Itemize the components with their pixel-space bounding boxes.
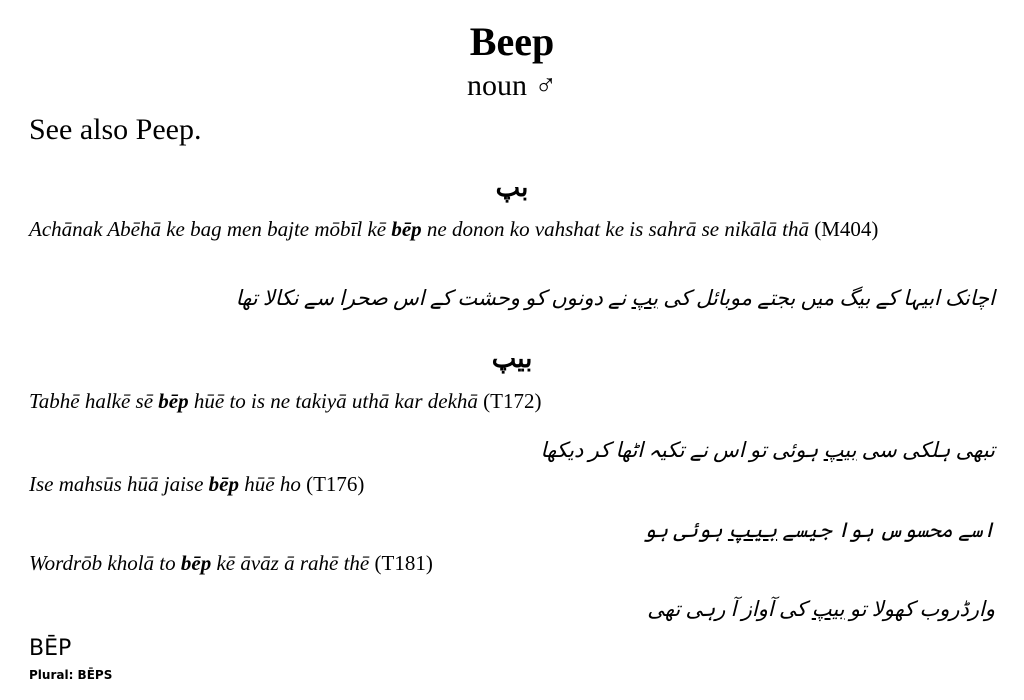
headword: Beep [469, 19, 555, 64]
example-text: Tabhē halkē sē [29, 389, 159, 413]
example-text: Wordrōb kholā to [29, 551, 181, 575]
urdu-text: اچانک ابیہا کے بیگ میں بجتے موبائل کی [657, 286, 995, 310]
plural-label: Plural: BĒPS [29, 668, 113, 682]
example-text: ne donon ko vahshat ke is sahrā se nikālā thā [421, 217, 809, 241]
urdu-keyword: بپ [631, 286, 658, 310]
urdu-text: وارڈروب کھولا تو [844, 597, 995, 621]
male-gender-icon: ♂ [534, 69, 557, 102]
source-reference: (T176) [306, 472, 365, 496]
transliteration-example-4 [29, 550, 999, 576]
script-heading-1: بپ [495, 173, 529, 202]
source-reference: (T172) [483, 389, 542, 413]
urdu-example-3 [35, 516, 995, 544]
transliteration-example-2 [29, 388, 999, 414]
example-text: hūē to is ne takiyā uthā kar dekhā [188, 389, 478, 413]
urdu-keyword: بیپ [823, 438, 857, 462]
see-also-note: See also Peep. [29, 113, 202, 146]
lemma-label: BĒP [29, 636, 72, 661]
example-text: Ise mahsūs hūā jaise [29, 472, 209, 496]
urdu-text: نے دونوں کو وحشت کے اس صحرا سے نکالا تھا [235, 286, 632, 310]
example-text: Achānak Abēhā ke bag men bajte mōbīl kē [29, 217, 392, 241]
urdu-keyword: بیپ [727, 518, 778, 542]
urdu-example-2 [35, 436, 995, 464]
urdu-text: کی آواز آ رہی تھی [647, 597, 812, 621]
part-of-speech [0, 68, 1024, 104]
example-keyword: bēp [391, 217, 422, 241]
source-reference: (M404) [814, 217, 879, 241]
urdu-text: ہوئی تو اس نے تکیہ اٹھا کر دیکھا [540, 438, 824, 462]
script-heading-2: بیپ [491, 344, 533, 373]
example-keyword: bēp [208, 472, 239, 496]
part-of-speech-label: noun [467, 69, 527, 102]
example-keyword: bēp [158, 389, 189, 413]
example-text: kē āvāz ā rahē thē [211, 551, 370, 575]
urdu-text: ہوئی ہو [643, 518, 728, 542]
urdu-text: اسے محسوس ہوا جیسے [777, 518, 995, 542]
example-keyword: bēp [180, 551, 212, 575]
example-text: hūē ho [239, 472, 301, 496]
urdu-example-4 [35, 595, 995, 623]
source-reference: (T181) [374, 551, 433, 575]
urdu-example-1 [35, 284, 995, 312]
transliteration-example-1 [29, 216, 999, 242]
transliteration-example-3 [29, 471, 999, 497]
urdu-text: تبھی ہلکی سی [856, 438, 995, 462]
urdu-keyword: بیپ [811, 597, 845, 621]
